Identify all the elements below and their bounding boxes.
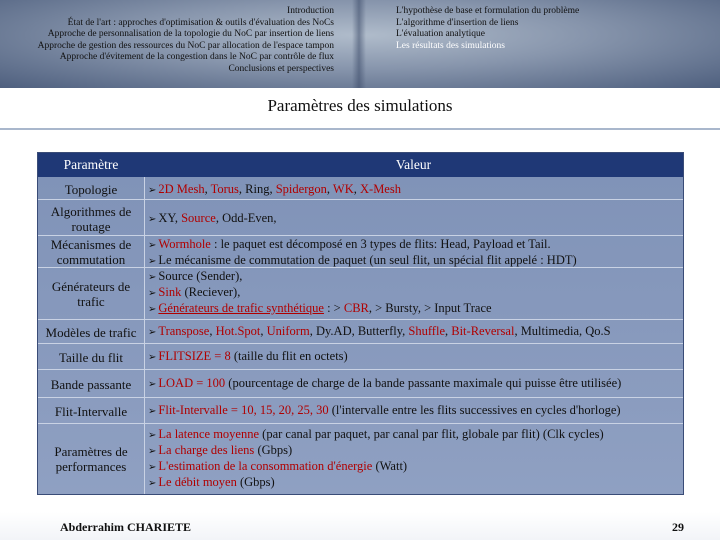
outline-item-evitement-congestion[interactable]: Approche d'évitement de la congestion dans le NoC par contrôle de flux [59,52,334,63]
footer-author: Abderrahim CHARIETE [60,520,192,534]
value-sep: , [260,324,267,338]
value-source: Source [181,211,216,225]
row-separator [38,199,683,200]
value-xy: XY, [158,211,182,225]
value-load-desc: (pourcentage de charge de la bande passante maximale qui puisse être utilisée) [225,376,622,390]
param-generateurs-trafic: Générateurs de trafic [51,279,131,309]
param-algorithmes-routage: Algorithmes de routage [50,204,132,234]
title-separator [0,128,720,130]
bullet-arrow-icon: ➢ [148,379,157,390]
value-sep: , [326,182,333,196]
value-cbr: CBR [343,301,369,315]
value-line [148,182,683,198]
column-separator [144,177,145,494]
value-charge-unit: (Gbps) [254,443,293,457]
outline-item-personnalisation-topologie[interactable]: Approche de personnalisation de la topologie du NoC par insertion de liens [47,29,334,40]
value-line [148,211,683,227]
value-sep: , [204,182,211,196]
value-line [148,475,683,491]
value-sink: Sink [158,285,182,299]
value-spidergon: Spidergon [275,182,327,196]
bullet-arrow-icon: ➢ [148,240,157,251]
value-sink-desc: (Reciever), [181,285,241,299]
bullet-arrow-icon: ➢ [148,272,157,283]
value-hotspot: Hot.Spot [215,324,261,338]
value-bursty-input: , > Bursty, > Input Trace [368,301,492,315]
row-separator [38,397,683,398]
outline-subitem-hypothese[interactable]: L'hypothèse de base et formulation du problème [396,6,580,16]
value-sep: , [445,324,452,338]
value-flit-intervalle-list: Flit-Intervalle = 10, 15, 20, 25, 30 [158,403,329,417]
value-torus: Torus [210,182,239,196]
bullet-arrow-icon: ➢ [148,462,157,473]
value-line [148,324,683,340]
value-taille-flit [148,349,683,365]
value-source-sender: Source (Sender), [158,269,243,283]
value-debit-unit: (Gbps) [236,475,275,489]
parameters-table [37,152,684,495]
outline-subitem-algorithme[interactable]: L'algorithme d'insertion de liens [396,17,519,28]
value-commutation-paquet: Le mécanisme de commutation de paquet (un seul flit, un spécial flit appelé : HDT) [158,253,577,267]
bullet-arrow-icon: ➢ [148,446,157,457]
value-line [148,237,683,253]
row-separator [38,369,683,370]
value-estimation-energie: L'estimation de la consommation d'énergie [158,459,373,473]
bullet-arrow-icon: ➢ [148,478,157,489]
outline-item-conclusions[interactable]: Conclusions et perspectives [228,63,334,74]
value-shuffle: Shuffle [408,324,445,338]
value-charge-liens: La charge des liens [158,443,255,457]
row-separator [38,319,683,320]
outline-item-introduction[interactable]: Introduction [287,6,334,16]
value-x-mesh: X-Mesh [360,182,401,196]
value-latence-moyenne: La latence moyenne [158,427,260,441]
header-left-panel [0,0,360,88]
value-line [148,269,683,285]
bullet-arrow-icon: ➢ [148,327,157,338]
value-energie-unit: (Watt) [372,459,408,473]
value-2d-mesh: 2D Mesh [158,182,205,196]
value-line [148,459,683,475]
outline-left-list [38,6,334,76]
value-line [148,376,683,392]
outline-subitem-evaluation[interactable]: L'évaluation analytique [396,29,486,40]
value-transpose: Transpose [158,324,210,338]
bullet-arrow-icon: ➢ [148,304,157,315]
param-topologie: Topologie [64,181,118,197]
row-separator [38,423,683,424]
bullet-arrow-icon: ➢ [148,288,157,299]
bullet-arrow-icon: ➢ [148,185,157,196]
value-flit-intervalle [148,403,683,419]
slide-title: Paramètres des simulations [267,96,453,115]
value-line [148,253,683,269]
value-line [148,301,683,317]
value-debit-moyen: Le débit moyen [158,475,237,489]
value-load: LOAD = 100 [158,376,226,390]
table-header-valeur: Valeur [144,153,683,177]
outline-item-gestion-ressources[interactable]: Approche de gestion des ressources du NoC par allocation de l'espace tampon [37,40,334,51]
value-latence-desc: (par canal par paquet, par canal par flit, globale par flit) (Clk cycles) [259,427,604,441]
outline-item-etat-de-lart[interactable]: État de l'art : approches d'optimisation & outils d'évaluation des NoCs [67,17,334,28]
value-topologie [148,182,683,198]
value-flit-intervalle-desc: (l'intervalle entre les flits successives en cycles d'horloge) [328,403,621,417]
value-flitsize-desc: (taille du flit en octets) [230,349,348,363]
param-mecanismes-commutation: Mécanismes de commutation [50,236,132,267]
value-line [148,349,683,365]
bullet-arrow-icon: ➢ [148,214,157,225]
value-sep: : > [323,301,344,315]
value-sep: , [209,324,216,338]
value-multimedia-qos: , Multimedia, Qo.S [514,324,611,338]
value-wormhole: Wormhole [158,237,211,251]
header-right-panel [360,0,720,88]
value-wk: WK [332,182,354,196]
value-line [148,427,683,443]
value-wormhole-desc: : le paquet est décomposé en 3 types de flits: Head, Payload et Tail. [210,237,551,251]
value-performances [148,427,683,491]
param-modeles-trafic: Modèles de trafic [45,324,137,340]
section-header-band [0,0,720,88]
param-bande-passante: Bande passante [50,376,132,392]
value-line [148,443,683,459]
value-bit-reversal: Bit-Reversal [451,324,515,338]
value-dyad-butterfly: , Dy.AD, Butterfly, [309,324,409,338]
row-separator [38,343,683,344]
table-header-parametre: Paramètre [38,153,144,177]
outline-subitem-resultats-active[interactable]: Les résultats des simulations [396,40,505,51]
outline-right-list [396,6,579,52]
bullet-arrow-icon: ➢ [148,352,157,363]
param-performances: Paramètres de performances [54,444,128,474]
value-odd-even: , Odd-Even, [215,211,277,225]
value-bande-passante [148,376,683,392]
value-mecanismes-commutation [148,237,683,269]
param-taille-flit: Taille du flit [58,349,124,365]
value-generateurs-trafic [148,269,683,317]
value-sep: , [353,182,360,196]
bullet-arrow-icon: ➢ [148,430,157,441]
value-line [148,285,683,301]
value-line [148,403,683,419]
footer-page-number: 29 [672,520,684,534]
bullet-arrow-icon: ➢ [148,256,157,267]
value-algorithmes-routage [148,211,683,227]
value-flitsize: FLITSIZE = 8 [158,349,231,363]
bullet-arrow-icon: ➢ [148,406,157,417]
value-modeles-trafic [148,324,683,340]
param-flit-intervalle: Flit-Intervalle [54,403,128,419]
value-uniform: Uniform [266,324,310,338]
value-ring: , Ring, [238,182,276,196]
value-generateurs-synthetique: Générateurs de trafic synthétique [158,301,324,315]
